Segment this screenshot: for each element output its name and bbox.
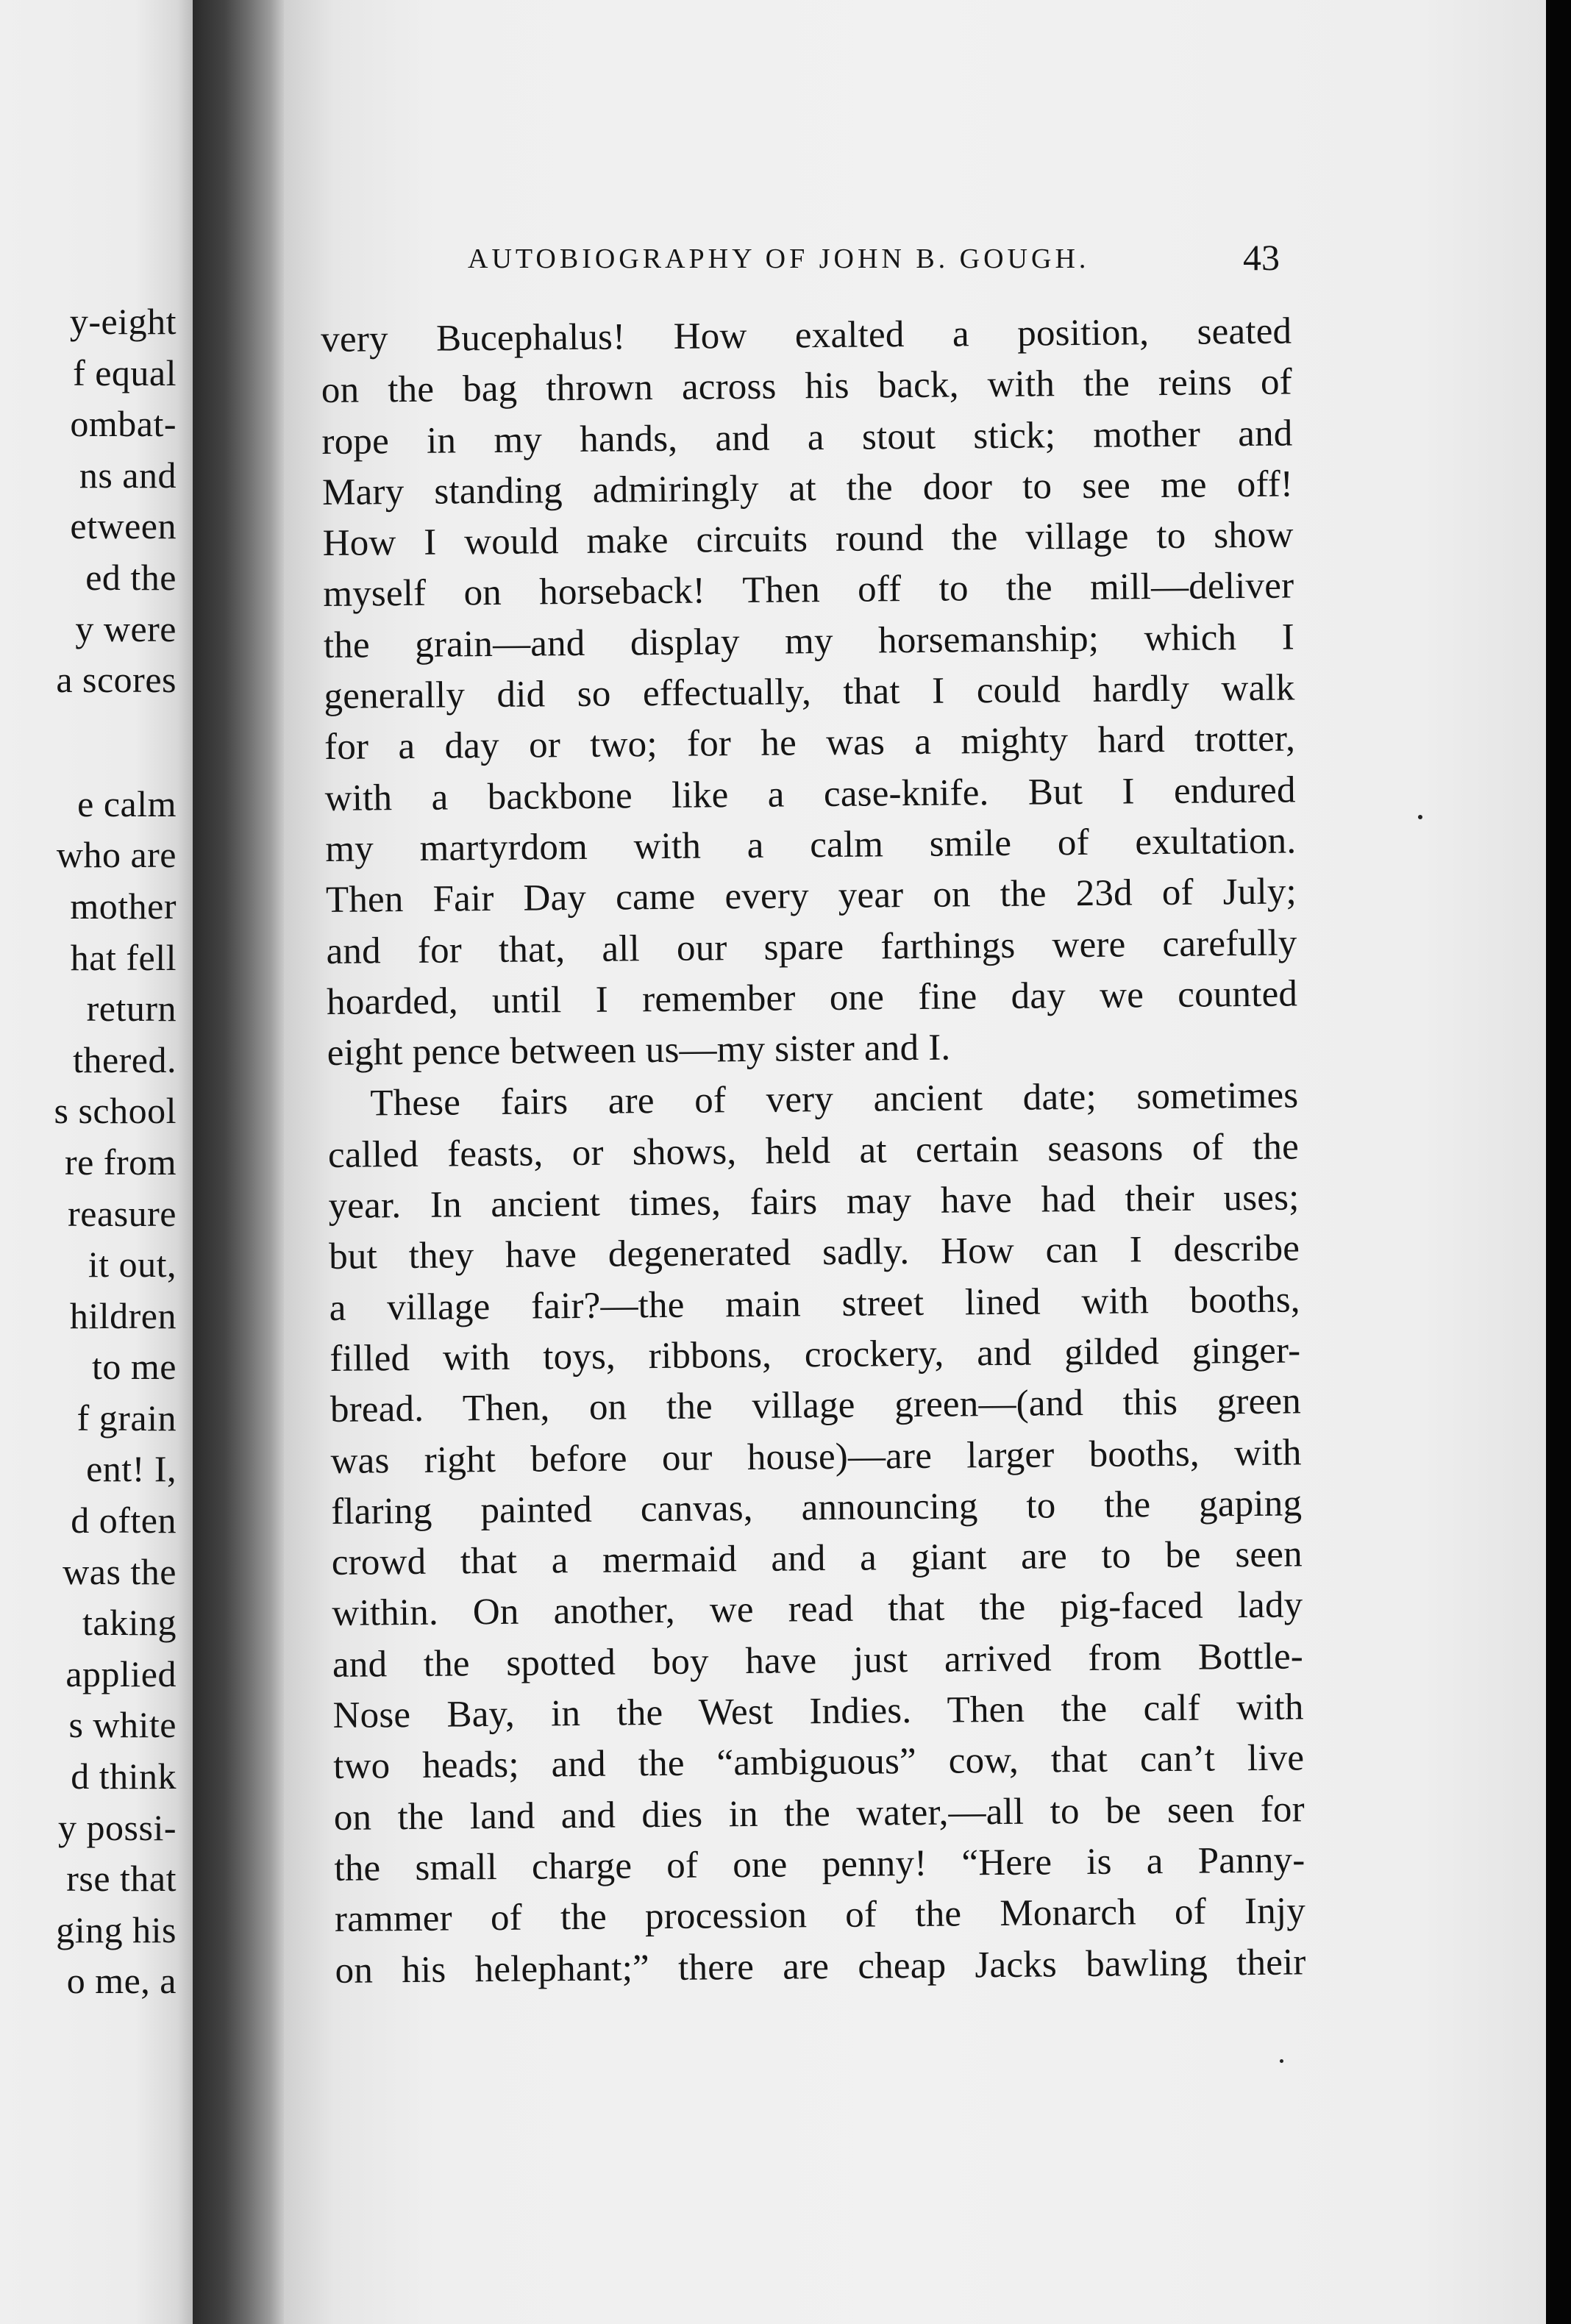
text-line: filled with toys, ribbons, crockery, and gilded ginger- [329,1330,1301,1380]
facing-line: f equal [73,352,177,393]
facing-line: f grain [76,1397,177,1439]
facing-line: ombat- [70,403,177,445]
facing-line: s school [54,1090,177,1132]
facing-line: ging his [56,1908,177,1950]
facing-line: y possi- [58,1806,177,1848]
facing-line: hildren [69,1294,177,1336]
text-line: bread. Then, on the village green—(and this green [329,1380,1302,1431]
text-line: on his helephant;” there are cheap Jacks bawling their [335,1941,1306,1992]
text-line: and the spotted boy have just arrived from Bottle- [332,1636,1304,1686]
facing-page [0,0,193,2324]
facing-line: ent! I, [86,1448,177,1490]
facing-line: etween [70,505,177,547]
facing-line: to me [92,1346,177,1388]
text-line: a village fair?—the main street lined with booths, [329,1279,1300,1329]
facing-line: a scores [56,659,177,701]
text-line: with a backbone like a case-knife. But I endured [324,769,1296,819]
facing-line: y were [75,607,177,649]
facing-line: hat fell [70,936,177,978]
text-line: but they have degenerated sadly. How can I describe [328,1227,1300,1278]
facing-line: re from [64,1141,177,1183]
facing-line: ed the [85,556,177,598]
facing-line: who are [56,834,177,876]
facing-line: was the [63,1550,177,1592]
paragraph-start-line: These fairs are of very ancient date; sometimes [370,1074,1299,1124]
facing-line: applied [65,1653,177,1694]
text-line: called feasts, or shows, held at certain seasons of the [327,1126,1300,1176]
text-line: on the bag thrown across his back, with the reins of [321,361,1293,412]
facing-page-text [0,296,177,2007]
text-line: eight pence between us—my sister and I. [327,1027,951,1074]
book-gutter [193,0,284,2324]
facing-line: it out, [88,1244,177,1286]
text-line: the grain—and display my horsemanship; which I [323,616,1295,666]
facing-line: s white [68,1704,177,1746]
text-line: myself on horseback! Then off to the mill—deliver [323,565,1294,616]
facing-line: thered. [73,1038,177,1080]
facing-line: e calm [77,783,177,824]
facing-line: y-eight [69,301,177,342]
text-line: two heads; and the “ambiguous” cow, that can’t live [332,1737,1305,1788]
text-line: year. In ancient times, fairs may have had their uses; [328,1177,1300,1227]
facing-line-gap [0,706,177,779]
text-line: very Bucephalus! How exalted a position, seated [321,310,1292,360]
text-line: within. On another, we read that the pig-faced lady [332,1584,1303,1635]
facing-line: taking [82,1602,177,1644]
body-text [321,306,1306,1996]
text-line: for a day or two; for he was a mighty hard trotter, [324,718,1296,769]
text-line: the small charge of one penny! “Here is a Panny- [334,1839,1305,1889]
facing-line: o me, a [66,1960,177,2002]
facing-line: rse that [66,1858,177,1900]
facing-line: return [86,988,177,1030]
facing-line: ns and [79,454,177,496]
paper-speck [1280,2059,1283,2063]
text-line: generally did so effectually, that I could hardly walk [324,667,1295,718]
text-line: and for that, all our spare farthings were carefully [326,922,1297,972]
text-line: crowd that a mermaid and a giant are to be seen [331,1533,1303,1584]
text-line: Then Fair Day came every year on the 23d of July; [325,871,1297,922]
page-number: 43 [1243,237,1280,278]
text-line: hoarded, until I remember one fine day we counted [326,973,1298,1023]
text-line: Mary standing admiringly at the door to see me off! [321,463,1294,513]
facing-line: d often [71,1500,177,1541]
text-line: on the land and dies in the water,—all to be seen for [333,1789,1305,1839]
text-line: rammer of the procession of the Monarch of Injy [334,1890,1306,1941]
text-line: rope in my hands, and a stout stick; mother and [321,413,1293,463]
facing-line: mother [70,885,177,927]
text-line: How I would make circuits round the village to show [322,514,1294,565]
running-head: AUTOBIOGRAPHY OF JOHN B. GOUGH. [468,243,1090,274]
text-line: Nose Bay, in the West Indies. Then the calf with [332,1686,1304,1736]
text-line: was right before our house)—are larger booths, with [330,1431,1302,1482]
scan-border [1546,0,1571,2324]
facing-line: reasure [68,1192,177,1234]
paper-speck [1418,815,1422,819]
facing-line: d think [71,1756,177,1797]
text-line: flaring painted canvas, announcing to the gaping [330,1483,1303,1533]
text-line: my martyrdom with a calm smile of exultation. [325,820,1297,870]
